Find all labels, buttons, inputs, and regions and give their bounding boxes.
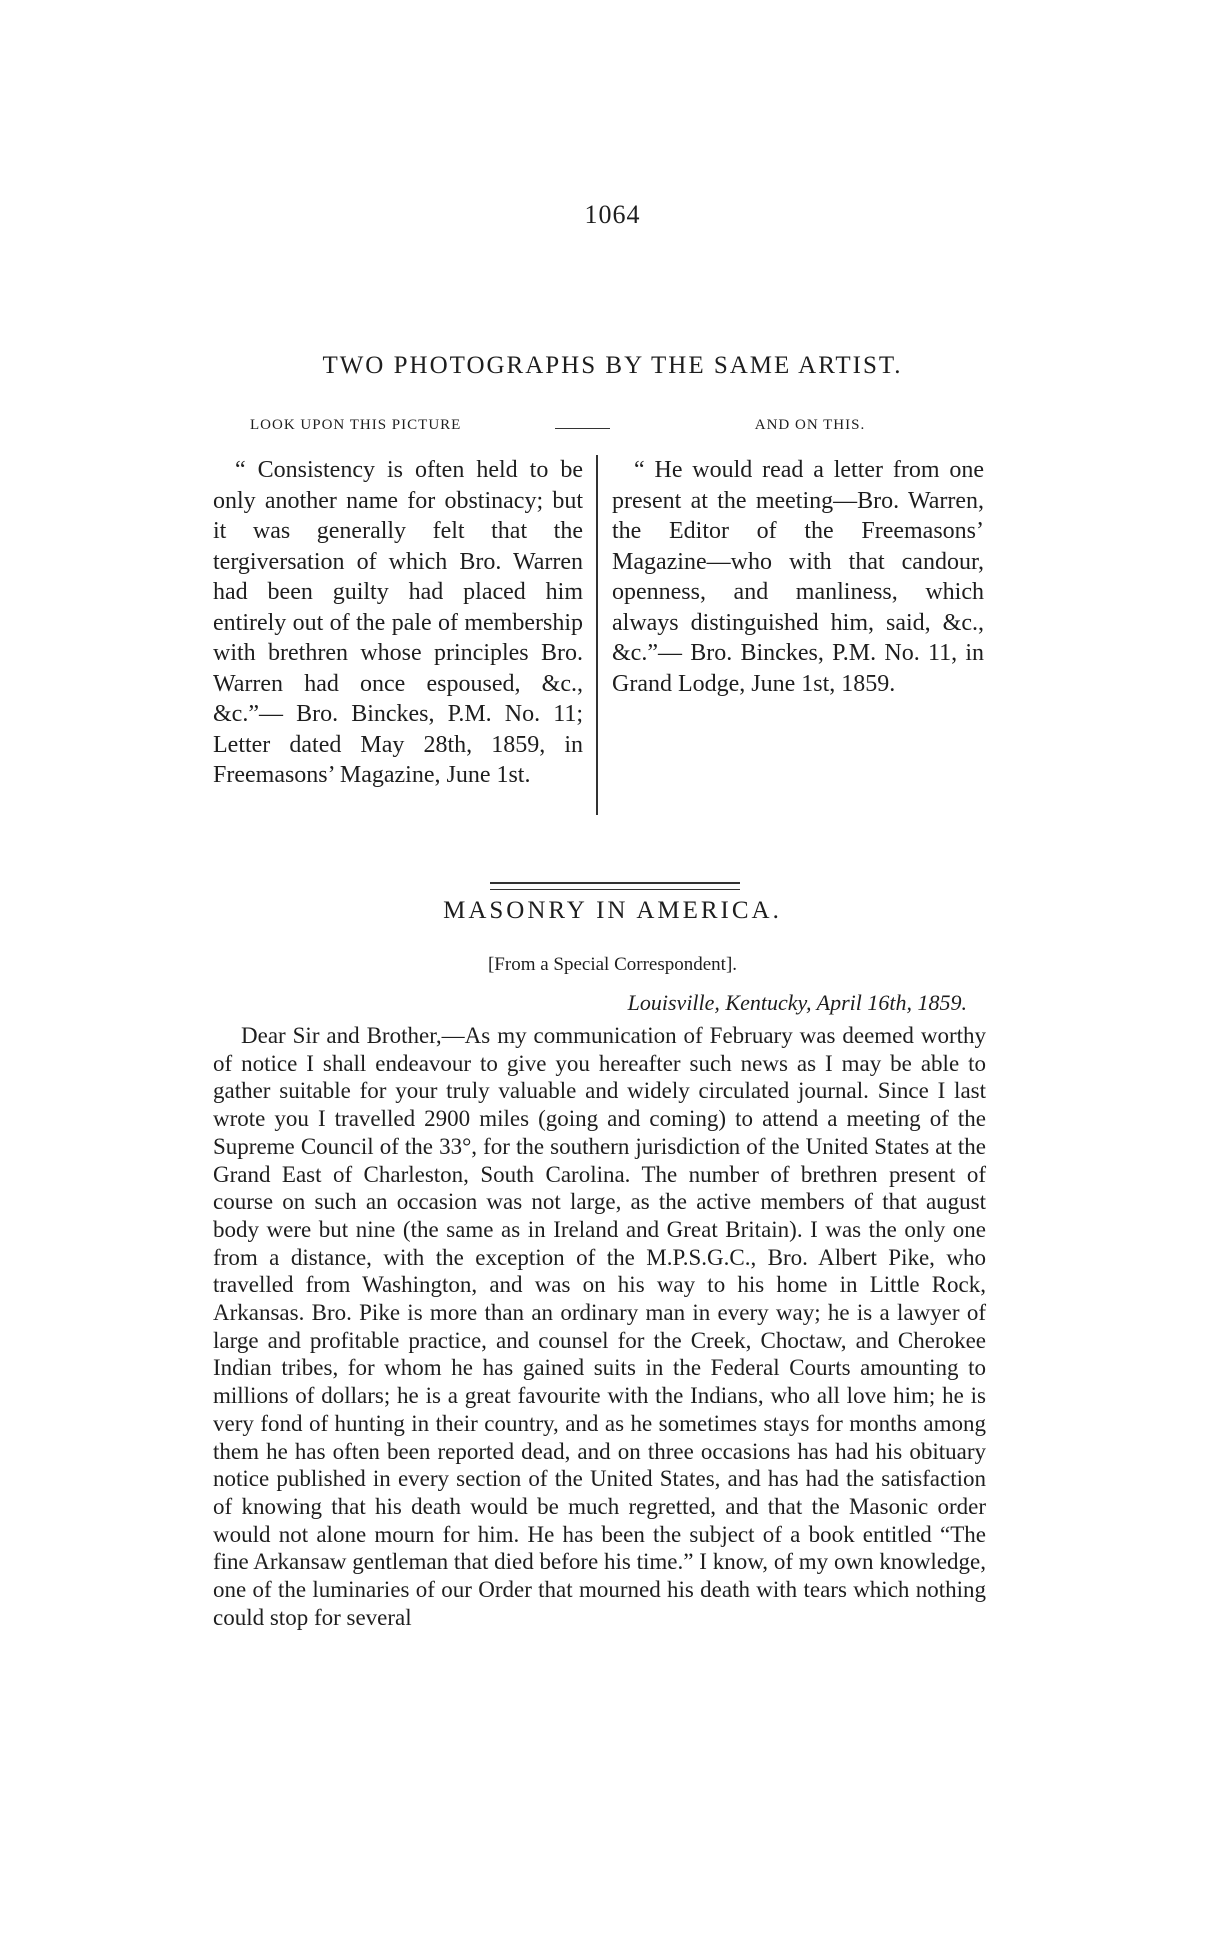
heading-dash: [555, 428, 610, 429]
right-quote-text: “ He would read a letter from one present at the meeting—Bro. Warren, the Editor of the Freemasons’ Magazine—who with that candour, openness, and manliness, which always distinguished him, said, &c., &c.”— Bro. Binckes, P.M. No. 11, in Grand Lodge, June 1st, 1859.: [612, 457, 984, 697]
section-separator-thin: [490, 889, 740, 890]
article-title-masonry: MASONRY IN AMERICA.: [443, 897, 782, 924]
source-line: [From a Special Correspondent].: [487, 954, 738, 975]
article-body-paragraph: Dear Sir and Brother,—As my communication of February was deemed worthy of notice I shall endeavour to give you hereafter such news as I may be able to gather suitable for your truly valuable and widely circulated journal. Since I last wrote you I travelled 2900 miles (going and coming) to attend a meeting of the Supreme Council of the 33°, for the southern jurisdiction of the United States at the Grand East of Charleston, South Carolina. The number of brethren present of course on such an occasion was not large, as the active members of that august body were but nine (the same as in Ireland and Great Britain). I was the only one from a distance, with the exception of the M.P.S.G.C., Bro. Albert Pike, who travelled from Washington, and was on his way to his home in Little Rock, Arkansas. Bro. Pike is more than an ordinary man in every way; he is a lawyer of large and profitable practice, and counsel for the Creek, Choctaw, and Cherokee Indian tribes, for whom he has gained suits in the Federal Courts amounting to millions of dollars; he is a great favourite with the Indians, who all love him; he is very fond of hunting in their country, and as he sometimes stays for months among them he has often been reported dead, and on three occasions has had his obituary notice published in every section of the United States, and has had the satisfaction of knowing that his death would be much regretted, and that the Masonic order would not alone mourn for him. He has been the subject of a book entitled “The fine Arkansaw gentleman that died before his time.” I know, of my own knowledge, one of the luminaries of our Order that mourned his death with tears which nothing could stop for several: [213, 1023, 986, 1630]
place-date-line: Louisville, Kentucky, April 16th, 1859.: [627, 990, 967, 1015]
right-quote-column: [612, 455, 984, 699]
section-separator-thick: [490, 882, 740, 884]
left-column-heading: LOOK UPON THIS PICTURE: [250, 417, 462, 433]
right-column-heading: AND ON THIS.: [754, 417, 866, 433]
article-title-photographs: TWO PHOTOGRAPHS BY THE SAME ARTIST.: [322, 352, 903, 379]
page-number: 1064: [584, 200, 641, 229]
left-quote-column: [213, 455, 583, 791]
article-body: [213, 1022, 986, 1631]
left-quote-text: “ Consistency is often held to be only another name for obstinacy; but it was generally felt that the tergiversation of which Bro. Warren had been guilty had placed him entirely out of the pale of membership with brethren whose principles Bro. Warren had once espoused, &c., &c.”— Bro. Binckes, P.M. No. 11; Letter dated May 28th, 1859, in Freemasons’ Magazine, June 1st.: [213, 457, 583, 788]
column-divider: [596, 455, 598, 815]
